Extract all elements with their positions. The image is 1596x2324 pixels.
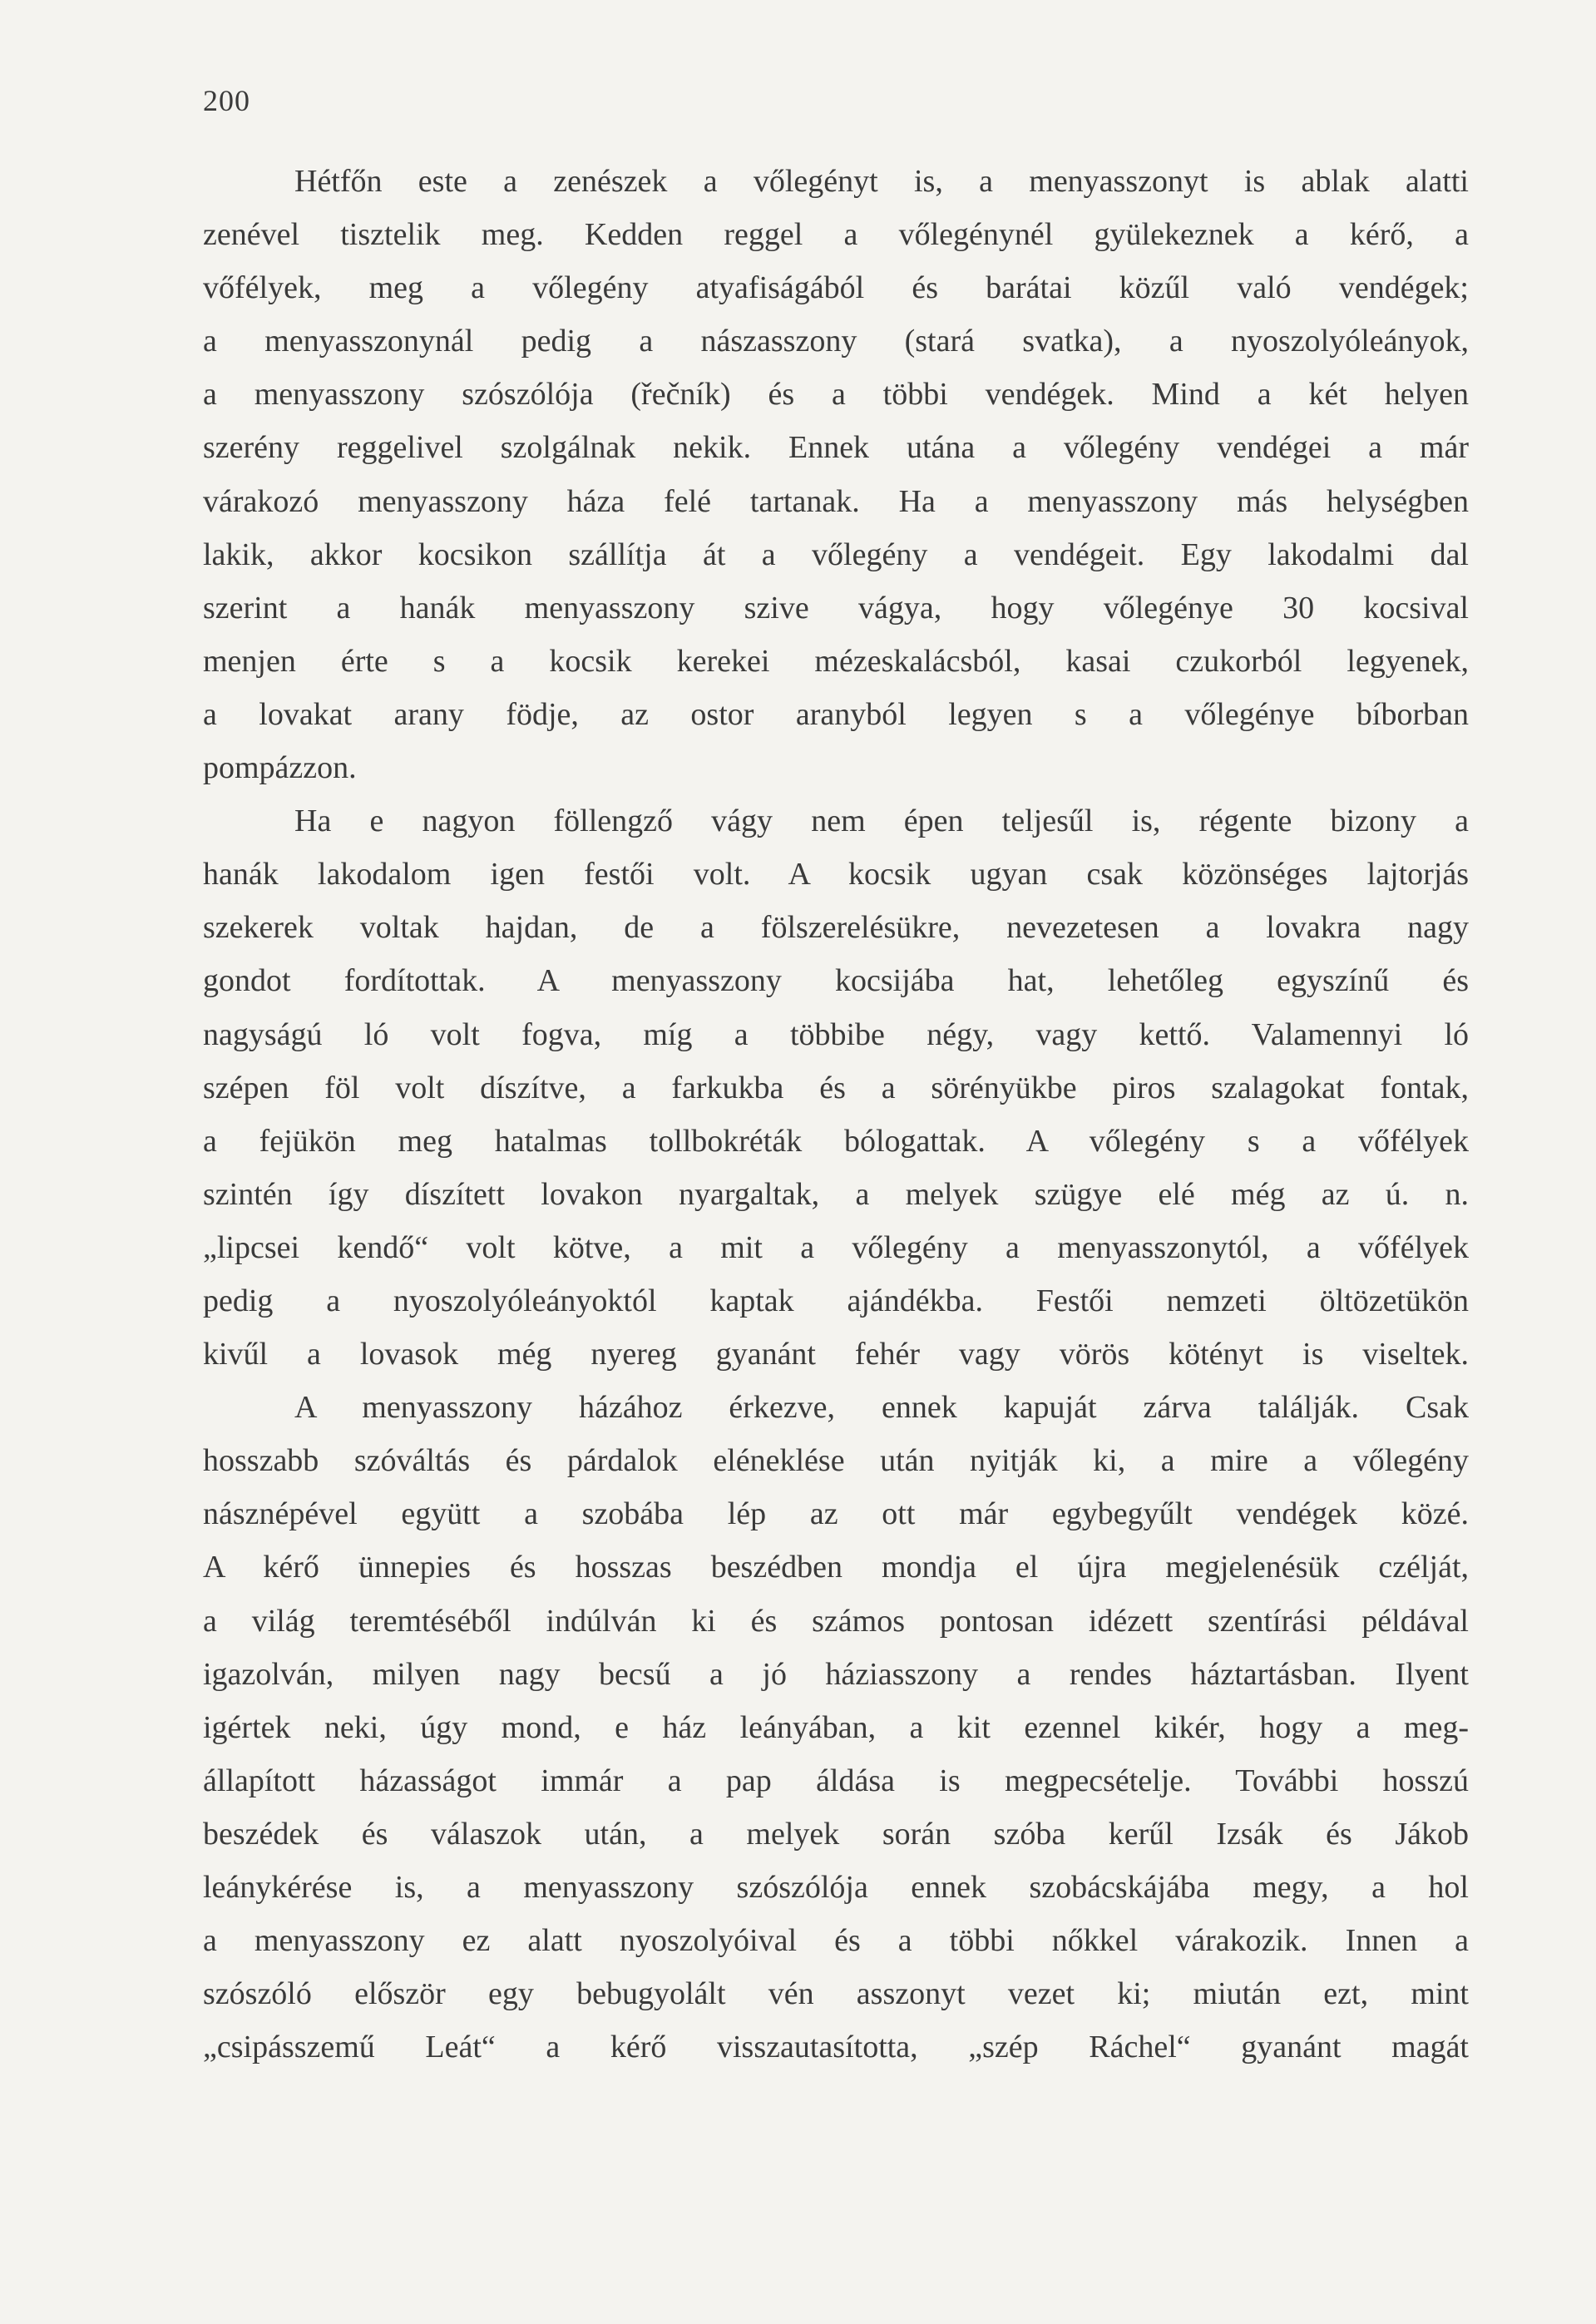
text-line: A menyasszony házához érkezve, ennek kapuját zárva találják. Csak [294,1390,1469,1426]
text-line: gondot fordítottak. A menyasszony kocsijába hat, lehetőleg egyszínű és [203,963,1469,999]
text-line: kivűl a lovasok még nyereg gyanánt fehér vagy vörös kötényt is viseltek. [203,1337,1469,1372]
text-line: „csipásszemű Leát“ a kérő visszautasította, „szép Ráchel“ gyanánt magát [203,2030,1469,2065]
text-line: igértek neki, úgy mond, e ház leányában, a kit ezennel kikér, hogy a meg- [203,1709,1469,1745]
text-line: pompázzon. [203,750,357,786]
text-line: szószóló először egy bebugyolált vén asszonyt vezet ki; miután ezt, mint [203,1976,1469,2012]
text-line: a menyasszony szószólója (řečník) és a többi vendégek. Mind a két helyen [203,377,1469,413]
text-line: hanák lakodalom igen festői volt. A kocsik ugyan csak közönséges lajtorjás [203,857,1469,893]
text-line: leánykérése is, a menyasszony szószólója ennek szobácskájába megy, a hol [203,1870,1469,1905]
text-line: vőfélyek, meg a vőlegény atyafiságából és barátai közűl való vendégek; [203,270,1469,306]
text-line: a fejükön meg hatalmas tollbokréták bólogattak. A vőlegény s a vőfélyek [203,1123,1469,1159]
text-line: lakik, akkor kocsikon szállítja át a vőlegény a vendégeit. Egy lakodalmi dal [203,536,1469,572]
text-line: Hétfőn este a zenészek a vőlegényt is, a menyasszonyt is ablak alatti [294,164,1469,199]
page-number: 200 [203,84,250,117]
text-line: beszédek és válaszok után, a melyek során szóba kerűl Izsák és Jákob [203,1816,1469,1852]
body-text [203,155,1469,2074]
text-line: nagyságú ló volt fogva, míg a többibe négy, vagy kettő. Valamennyi ló [203,1016,1469,1052]
text-line: állapított házasságot immár a pap áldása is megpecsételje. További hosszú [203,1763,1469,1798]
text-line: igazolván, milyen nagy becsű a jó háziasszony a rendes háztartásban. Ilyent [203,1656,1469,1692]
text-line: a lovakat arany födje, az ostor aranyból legyen s a vőlegénye bíborban [203,696,1469,732]
text-line: menjen érte s a kocsik kerekei mézeskalácsból, kasai czukorból legyenek, [203,643,1469,679]
text-line: Ha e nagyon föllengző vágy nem épen teljesűl is, régente bizony a [294,804,1469,839]
text-line: hosszabb szóváltás és párdalok eléneklése után nyitják ki, a mire a vőlegény [203,1443,1469,1479]
text-line: pedig a nyoszolyóleányoktól kaptak ajándékba. Festői nemzeti öltözetükön [203,1283,1469,1318]
text-line: várakozó menyasszony háza felé tartanak. Ha a menyasszony más helységben [203,483,1469,519]
text-line: zenével tisztelik meg. Kedden reggel a vőlegénynél gyülekeznek a kérő, a [203,217,1469,253]
text-line: a menyasszonynál pedig a nászasszony (stará svatka), a nyoszolyóleányok, [203,324,1469,359]
text-line: szépen föl volt díszítve, a farkukba és a sörényükbe piros szalagokat fontak, [203,1070,1469,1105]
text-line: a menyasszony ez alatt nyoszolyóival és a többi nőkkel várakozik. Innen a [203,1923,1469,1959]
text-line: szintén így díszített lovakon nyargaltak, a melyek szügye elé még az ú. n. [203,1176,1469,1212]
text-line: A kérő ünnepies és hosszas beszédben mondja el újra megjelenésük czélját, [203,1550,1469,1585]
text-line: „lipcsei kendő“ volt kötve, a mit a vőlegény a menyasszonytól, a vőfélyek [203,1229,1469,1265]
text-line: szerény reggelivel szolgálnak nekik. Ennek utána a vőlegény vendégei a már [203,430,1469,466]
text-line: szekerek voltak hajdan, de a fölszerelésükre, nevezetesen a lovakra nagy [203,910,1469,946]
text-line: szerint a hanák menyasszony szive vágya, hogy vőlegénye 30 kocsival [203,590,1469,626]
text-line: násznépével együtt a szobába lép az ott már egybegyűlt vendégek közé. [203,1496,1469,1532]
text-line: a világ teremtéséből indúlván ki és számos pontosan idézett szentírási példával [203,1603,1469,1639]
